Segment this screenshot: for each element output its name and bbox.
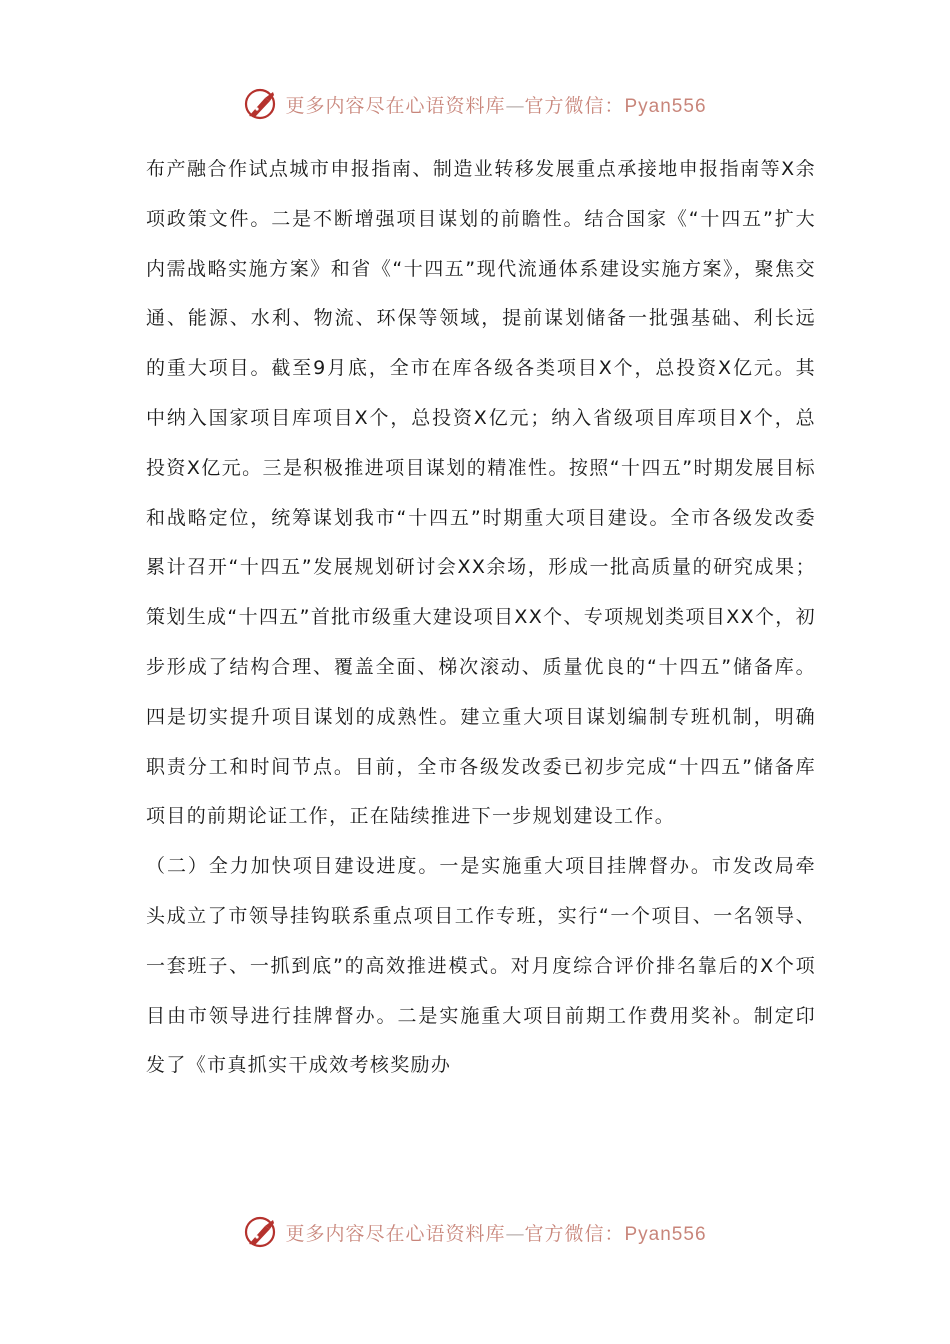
banner-wechat-id: Pyan556 xyxy=(624,95,707,117)
banner-text xyxy=(285,1219,706,1246)
body-paragraph-2: （二）全力加快项目建设进度。一是实施重大项目挂牌督办。市发改局牵头成立了市领导挂钩联系重点项目工作专班，实行“一个项目、一名领导、一套班子、一抓到底”的高效推进模式。对月度综合评价排名靠后的X个项目由市领导进行挂牌督办。二是实施重大项目前期工作费用奖补。制定印发了《市真抓实干成效考核奖励办 xyxy=(146,855,816,1077)
banner-wechat-id: Pyan556 xyxy=(624,1223,707,1245)
pen-nib-logo-icon xyxy=(243,1214,279,1250)
header-banner xyxy=(0,84,950,124)
banner-main-text: 更多内容尽在心语资料库 xyxy=(285,1222,506,1245)
banner-separator: — xyxy=(505,1222,525,1245)
document-body xyxy=(146,145,816,1091)
banner-wechat-label: 官方微信： xyxy=(524,1222,625,1245)
banner-text xyxy=(285,91,706,118)
footer-banner xyxy=(0,1212,950,1252)
banner-wechat-label: 官方微信： xyxy=(524,94,625,117)
banner-main-text: 更多内容尽在心语资料库 xyxy=(285,94,506,117)
body-paragraph-1: 布产融合作试点城市申报指南、制造业转移发展重点承接地申报指南等X余项政策文件。二是不断增强项目谋划的前瞻性。结合国家《“十四五”扩大内需战略实施方案》和省《“十四五”现代流通体系建设实施方案》，聚焦交通、能源、水利、物流、环保等领域，提前谋划储备一批强基础、利长远的重大项目。截至9月底，全市在库各级各类项目X个，总投资X亿元。其中纳入国家项目库项目X个，总投资X亿元；纳入省级项目库项目X个，总投资X亿元。三是积极推进项目谋划的精准性。按照“十四五”时期发展目标和战略定位，统筹谋划我市“十四五”时期重大项目建设。全市各级发改委累计召开“十四五”发展规划研讨会XX余场，形成一批高质量的研究成果；策划生成“十四五”首批市级重大建设项目XX个、专项规划类项目XX个，初步形成了结构合理、覆盖全面、梯次滚动、质量优良的“十四五”储备库。四是切实提升项目谋划的成熟性。建立重大项目谋划编制专班机制，明确职责分工和时间节点。目前，全市各级发改委已初步完成“十四五”储备库项目的前期论证工作，正在陆续推进下一步规划建设工作。 xyxy=(146,158,817,828)
banner-separator: — xyxy=(505,94,525,117)
pen-nib-logo-icon xyxy=(243,86,279,122)
